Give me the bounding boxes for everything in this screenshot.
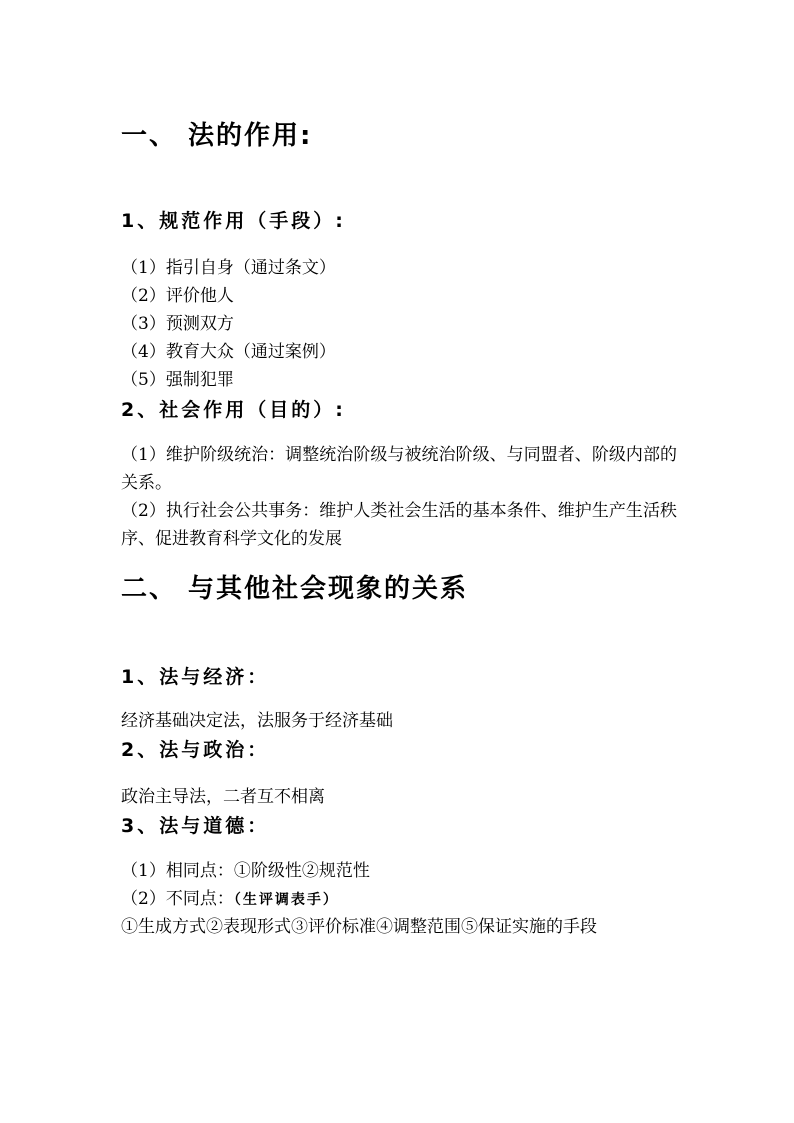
subsection-2-1-title: 1、法与经济： (121, 666, 270, 688)
list-item (121, 885, 339, 914)
mnemonic-note: （生评调表手） (233, 892, 339, 908)
paragraph: （2）执行社会公共事务：维护人类社会生活的基本条件、维护生产生活秩序、促进教育科学文化的发展 (121, 501, 677, 549)
paragraph: （1）维护阶级统治：调整统治阶级与被统治阶级、与同盟者、阶级内部的关系。 (121, 445, 677, 493)
list-item: （5）强制犯罪 (121, 370, 234, 390)
paragraph: 政治主导法，二者互不相离 (121, 787, 325, 807)
list-item: （3）预测双方 (121, 314, 234, 334)
subsection-2-3-title: 3、法与道德： (121, 815, 270, 837)
list-item-label: （2）不同点： (121, 889, 234, 909)
section-2-title: 二、 与其他社会现象的关系 (121, 574, 469, 604)
list-item: （2）评价他人 (121, 286, 234, 306)
paragraph: ①生成方式②表现形式③评价标准④调整范围⑤保证实施的手段 (121, 917, 597, 937)
list-item: （4）教育大众（通过案例） (121, 342, 336, 362)
list-item: （1）指引自身（通过条文） (121, 258, 336, 278)
subsection-1-1-title: 1、规范作用（手段）: (121, 210, 346, 232)
section-1-title: 一、 法的作用: (121, 121, 313, 151)
list-item: （1）相同点：①阶级性②规范性 (121, 861, 370, 881)
subsection-1-2-title: 2、社会作用（目的）: (121, 399, 346, 421)
paragraph: 经济基础决定法，法服务于经济基础 (121, 711, 393, 731)
subsection-2-2-title: 2、法与政治： (121, 739, 270, 761)
